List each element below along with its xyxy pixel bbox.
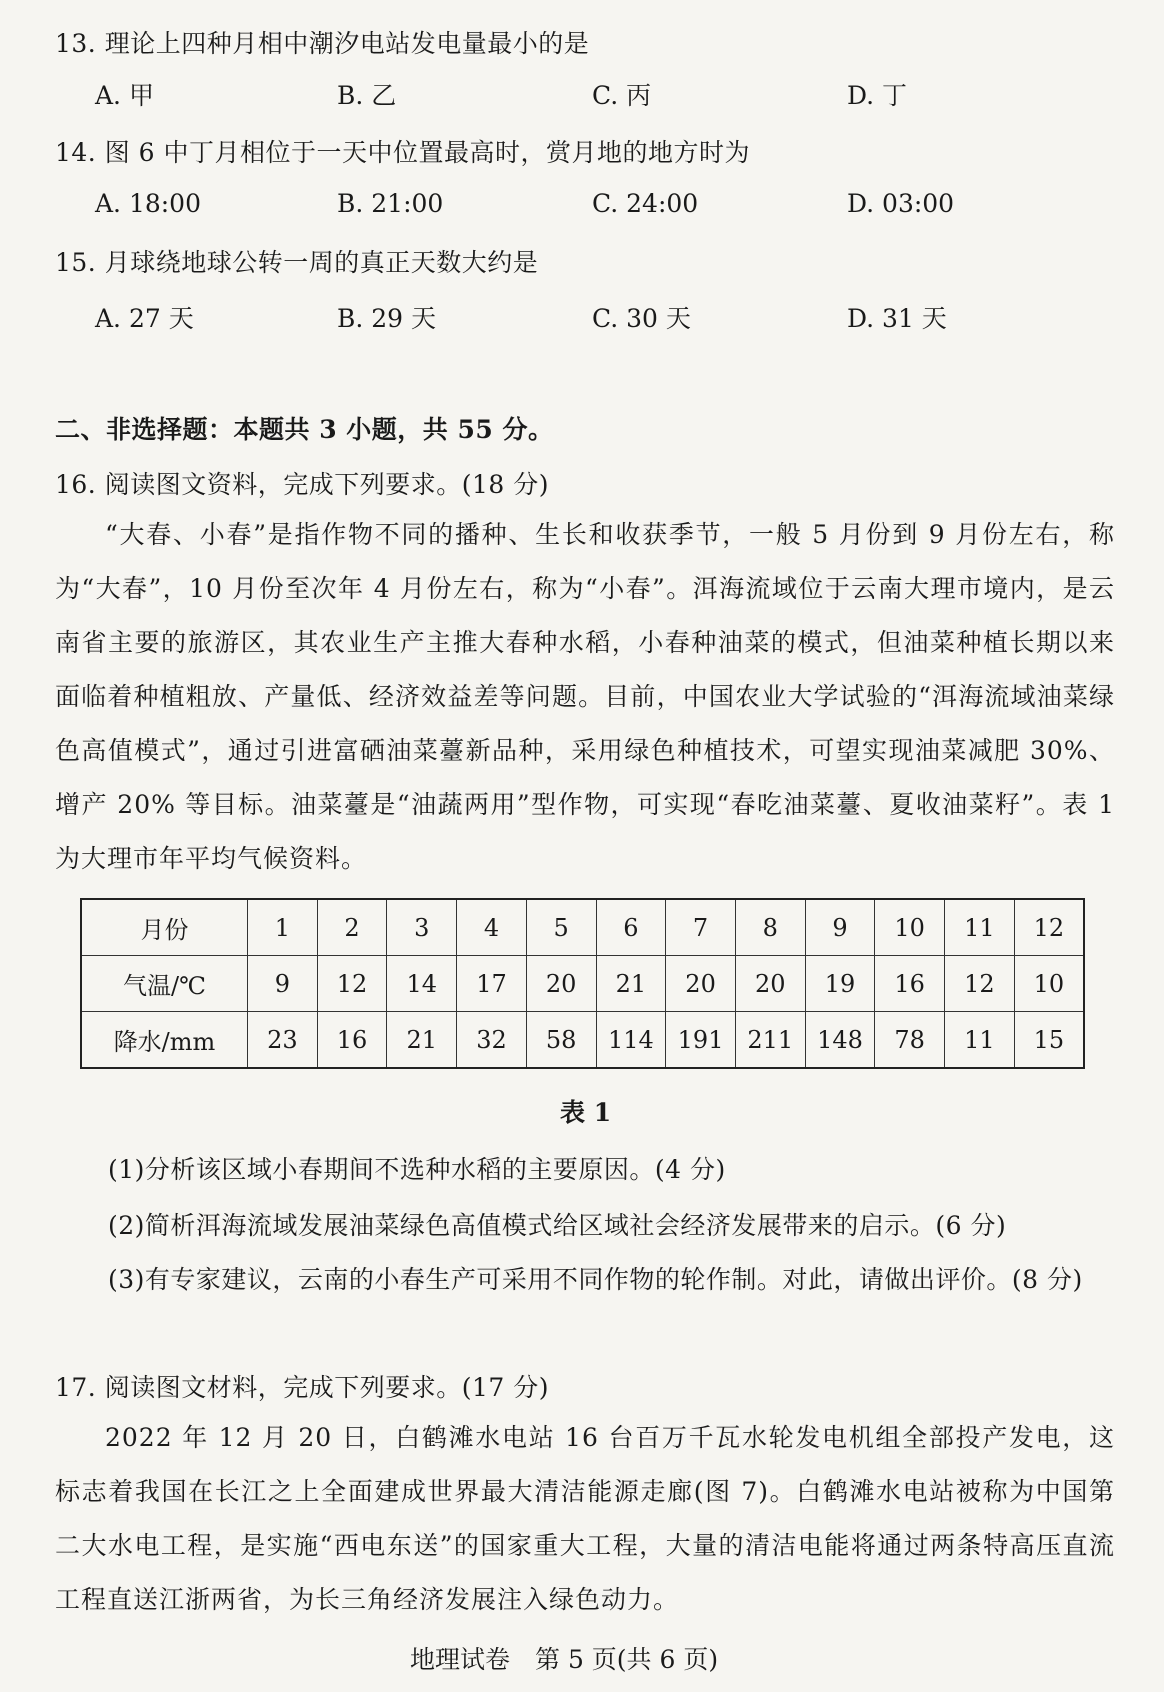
table-cell: 14	[387, 956, 457, 1012]
q14-option-c: C. 24:00	[592, 189, 699, 218]
question-17-passage	[55, 1411, 1115, 1627]
q14-option-a: A. 18:00	[95, 189, 201, 218]
q13-option-d: D. 丁	[847, 81, 908, 110]
table-row	[81, 899, 1084, 956]
question-17-passage-text: 2022 年 12 月 20 日，白鹤滩水电站 16 台百万千瓦水轮发电机组全部投产发电，这标志着我国在长江之上全面建成世界最大清洁能源走廊(图 7)。白鹤滩水电站被称为中国第二大水电工程，是实施“西电东送”的国家重大工程，大量的清洁电能将通过两条特高压直流工程直送江浙两省，为长三角经济发展注入绿色动力。	[55, 1423, 1115, 1614]
table-cell: 211	[735, 1012, 805, 1069]
page-footer: 地理试卷 第 5 页(共 6 页)	[410, 1645, 719, 1674]
question-15-stem: 15. 月球绕地球公转一周的真正天数大约是	[55, 248, 539, 277]
section-2-heading: 二、非选择题：本题共 3 小题，共 55 分。	[55, 415, 554, 444]
table-cell: 11	[945, 899, 1015, 956]
table-cell: 12	[945, 956, 1015, 1012]
table-cell: 9	[805, 899, 875, 956]
q15-option-a: A. 27 天	[95, 304, 194, 333]
question-16-passage-text: “大春、小春”是指作物不同的播种、生长和收获季节，一般 5 月份到 9 月份左右，称为“大春”，10 月份至次年 4 月份左右，称为“小春”。洱海流域位于云南大理市境内，是云南省主要的旅游区，其农业生产主推大春种水稻，小春种油菜的模式，但油菜种植长期以来面临着种植粗放、产量低、经济效益差等问题。目前，中国农业大学试验的“洱海流域油菜绿色高值模式”，通过引进富硒油菜薹新品种，采用绿色种植技术，可望实现油菜减肥 30%、增产 20% 等目标。油菜薹是“油蔬两用”型作物，可实现“春吃油菜薹、夏收油菜籽”。表 1 为大理市年平均气候资料。	[55, 520, 1115, 873]
table-cell: 17	[457, 956, 527, 1012]
table-cell: 78	[875, 1012, 945, 1069]
question-16-passage	[55, 508, 1115, 886]
table-row	[81, 1012, 1084, 1069]
table-cell: 20	[735, 956, 805, 1012]
question-16-sub-1: (1)分析该区域小春期间不选种水稻的主要原因。(4 分)	[108, 1155, 726, 1184]
question-13-stem: 13. 理论上四种月相中潮汐电站发电量最小的是	[55, 29, 590, 58]
table-cell: 19	[805, 956, 875, 1012]
table-cell: 4	[457, 899, 527, 956]
table-row-label: 月份	[81, 899, 248, 956]
table-cell: 20	[526, 956, 596, 1012]
table-row-label: 降水/mm	[81, 1012, 248, 1069]
q14-option-d: D. 03:00	[847, 189, 955, 218]
table-cell: 148	[805, 1012, 875, 1069]
table-cell: 12	[1014, 899, 1084, 956]
table-cell: 21	[387, 1012, 457, 1069]
table-cell: 10	[875, 899, 945, 956]
q13-option-c: C. 丙	[592, 81, 652, 110]
table-cell: 10	[1014, 956, 1084, 1012]
table-cell: 15	[1014, 1012, 1084, 1069]
table-row-label: 气温/℃	[81, 956, 248, 1012]
question-16-sub-2: (2)简析洱海流域发展油菜绿色高值模式给区域社会经济发展带来的启示。(6 分)	[108, 1211, 1007, 1240]
table-cell: 1	[248, 899, 318, 956]
question-17-stem: 17. 阅读图文材料，完成下列要求。(17 分)	[55, 1373, 549, 1402]
table-cell: 8	[735, 899, 805, 956]
table-cell: 6	[596, 899, 666, 956]
table-cell: 5	[526, 899, 596, 956]
q13-option-b: B. 乙	[337, 81, 397, 110]
table-cell: 12	[317, 956, 387, 1012]
q15-option-b: B. 29 天	[337, 304, 437, 333]
table-cell: 9	[248, 956, 318, 1012]
table-cell: 11	[945, 1012, 1015, 1069]
table-cell: 16	[875, 956, 945, 1012]
q15-option-d: D. 31 天	[847, 304, 947, 333]
q15-option-c: C. 30 天	[592, 304, 691, 333]
q14-option-b: B. 21:00	[337, 189, 444, 218]
question-14-stem: 14. 图 6 中丁月相位于一天中位置最高时，赏月地的地方时为	[55, 138, 751, 167]
table-cell: 32	[457, 1012, 527, 1069]
table-cell: 114	[596, 1012, 666, 1069]
table-cell: 20	[666, 956, 736, 1012]
table-cell: 23	[248, 1012, 318, 1069]
table-cell: 7	[666, 899, 736, 956]
question-16-sub-3: (3)有专家建议，云南的小春生产可采用不同作物的轮作制。对此，请做出评价。(8 分)	[108, 1265, 1083, 1294]
table-cell: 58	[526, 1012, 596, 1069]
table-cell: 21	[596, 956, 666, 1012]
table-cell: 2	[317, 899, 387, 956]
climate-table	[80, 898, 1085, 1069]
table-cell: 16	[317, 1012, 387, 1069]
q13-option-a: A. 甲	[95, 81, 154, 110]
question-16-stem: 16. 阅读图文资料，完成下列要求。(18 分)	[55, 470, 549, 499]
table-caption: 表 1	[560, 1098, 612, 1127]
table-cell: 191	[666, 1012, 736, 1069]
table-row	[81, 956, 1084, 1012]
table-cell: 3	[387, 899, 457, 956]
